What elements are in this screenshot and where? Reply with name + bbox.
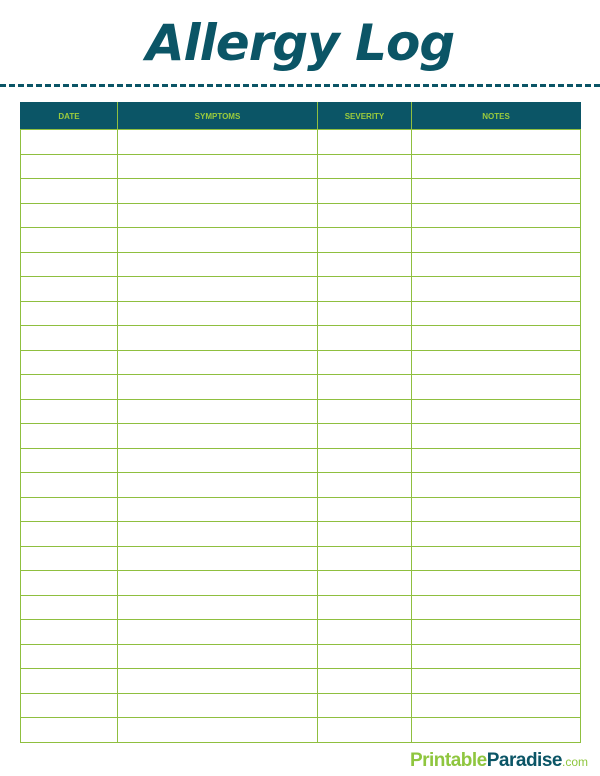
page-title: Allergy Log — [145, 14, 455, 72]
cell-notes[interactable] — [412, 620, 581, 645]
cell-date[interactable] — [21, 693, 118, 718]
cell-symptoms[interactable] — [118, 497, 318, 522]
cell-date[interactable] — [21, 620, 118, 645]
table-row — [21, 130, 581, 155]
table-row — [21, 277, 581, 302]
cell-severity[interactable] — [318, 546, 412, 571]
cell-severity[interactable] — [318, 252, 412, 277]
cell-severity[interactable] — [318, 399, 412, 424]
cell-symptoms[interactable] — [118, 301, 318, 326]
cell-symptoms[interactable] — [118, 350, 318, 375]
cell-notes[interactable] — [412, 301, 581, 326]
brand-suffix: .com — [561, 755, 588, 769]
cell-symptoms[interactable] — [118, 693, 318, 718]
table-row — [21, 497, 581, 522]
cell-symptoms[interactable] — [118, 179, 318, 204]
column-header-date: DATE — [21, 103, 118, 130]
cell-date[interactable] — [21, 350, 118, 375]
cell-severity[interactable] — [318, 620, 412, 645]
cell-symptoms[interactable] — [118, 718, 318, 743]
cell-date[interactable] — [21, 424, 118, 449]
cell-symptoms[interactable] — [118, 522, 318, 547]
cell-notes[interactable] — [412, 228, 581, 253]
table-row — [21, 375, 581, 400]
cell-severity[interactable] — [318, 522, 412, 547]
cell-symptoms[interactable] — [118, 473, 318, 498]
cell-severity[interactable] — [318, 595, 412, 620]
cell-severity[interactable] — [318, 375, 412, 400]
cell-severity[interactable] — [318, 301, 412, 326]
cell-symptoms[interactable] — [118, 669, 318, 694]
cell-date[interactable] — [21, 228, 118, 253]
cell-symptoms[interactable] — [118, 326, 318, 351]
cell-notes[interactable] — [412, 546, 581, 571]
cell-severity[interactable] — [318, 350, 412, 375]
cell-date[interactable] — [21, 252, 118, 277]
cell-notes[interactable] — [412, 350, 581, 375]
cell-severity[interactable] — [318, 277, 412, 302]
cell-severity[interactable] — [318, 154, 412, 179]
column-header-symptoms: SYMPTOMS — [118, 103, 318, 130]
cell-symptoms[interactable] — [118, 595, 318, 620]
brand-part-paradise: Paradise — [486, 750, 562, 771]
cell-date[interactable] — [21, 154, 118, 179]
footer-brand — [410, 750, 588, 772]
table-row — [21, 399, 581, 424]
cell-notes[interactable] — [412, 179, 581, 204]
column-header-severity: SEVERITY — [318, 103, 412, 130]
cell-notes[interactable] — [412, 154, 581, 179]
cell-date[interactable] — [21, 326, 118, 351]
cell-notes[interactable] — [412, 252, 581, 277]
table-body — [21, 130, 581, 743]
table-row — [21, 350, 581, 375]
cell-symptoms[interactable] — [118, 375, 318, 400]
cell-notes[interactable] — [412, 497, 581, 522]
cell-notes[interactable] — [412, 375, 581, 400]
cell-severity[interactable] — [318, 473, 412, 498]
cell-symptoms[interactable] — [118, 252, 318, 277]
table-row — [21, 595, 581, 620]
table-row — [21, 203, 581, 228]
cell-date[interactable] — [21, 473, 118, 498]
cell-date[interactable] — [21, 399, 118, 424]
cell-date[interactable] — [21, 522, 118, 547]
cell-notes[interactable] — [412, 693, 581, 718]
cell-symptoms[interactable] — [118, 399, 318, 424]
cell-notes[interactable] — [412, 277, 581, 302]
cell-severity[interactable] — [318, 424, 412, 449]
cell-severity[interactable] — [318, 228, 412, 253]
cell-notes[interactable] — [412, 473, 581, 498]
table-row — [21, 326, 581, 351]
cell-notes[interactable] — [412, 130, 581, 155]
dashed-divider — [0, 84, 600, 87]
cell-date[interactable] — [21, 669, 118, 694]
cell-notes[interactable] — [412, 595, 581, 620]
cell-date[interactable] — [21, 375, 118, 400]
cell-notes[interactable] — [412, 399, 581, 424]
cell-severity[interactable] — [318, 693, 412, 718]
cell-symptoms[interactable] — [118, 228, 318, 253]
table-row — [21, 252, 581, 277]
table-row — [21, 301, 581, 326]
table-row — [21, 473, 581, 498]
table-row — [21, 448, 581, 473]
cell-symptoms[interactable] — [118, 203, 318, 228]
cell-severity[interactable] — [318, 448, 412, 473]
cell-severity[interactable] — [318, 326, 412, 351]
cell-severity[interactable] — [318, 130, 412, 155]
cell-severity[interactable] — [318, 203, 412, 228]
table-row — [21, 669, 581, 694]
table-header-row — [21, 103, 581, 130]
brand-part-printable: Printable — [409, 750, 487, 771]
cell-symptoms[interactable] — [118, 620, 318, 645]
allergy-log-table — [20, 102, 581, 743]
cell-date[interactable] — [21, 277, 118, 302]
cell-notes[interactable] — [412, 448, 581, 473]
cell-symptoms[interactable] — [118, 448, 318, 473]
cell-notes[interactable] — [412, 522, 581, 547]
cell-date[interactable] — [21, 448, 118, 473]
cell-date[interactable] — [21, 130, 118, 155]
column-header-notes: NOTES — [412, 103, 581, 130]
cell-notes[interactable] — [412, 424, 581, 449]
table-row — [21, 424, 581, 449]
cell-notes[interactable] — [412, 644, 581, 669]
cell-severity[interactable] — [318, 571, 412, 596]
cell-date[interactable] — [21, 179, 118, 204]
cell-notes[interactable] — [412, 203, 581, 228]
cell-date[interactable] — [21, 571, 118, 596]
cell-notes[interactable] — [412, 326, 581, 351]
cell-date[interactable] — [21, 718, 118, 743]
table-row — [21, 693, 581, 718]
table-row — [21, 228, 581, 253]
table-row — [21, 718, 581, 743]
table-row — [21, 644, 581, 669]
cell-symptoms[interactable] — [118, 277, 318, 302]
cell-severity[interactable] — [318, 644, 412, 669]
table-row — [21, 154, 581, 179]
table-row — [21, 546, 581, 571]
cell-date[interactable] — [21, 301, 118, 326]
cell-date[interactable] — [21, 497, 118, 522]
cell-severity[interactable] — [318, 718, 412, 743]
cell-severity[interactable] — [318, 179, 412, 204]
cell-symptoms[interactable] — [118, 154, 318, 179]
table-row — [21, 620, 581, 645]
table-row — [21, 571, 581, 596]
cell-symptoms[interactable] — [118, 130, 318, 155]
table-row — [21, 179, 581, 204]
cell-symptoms[interactable] — [118, 571, 318, 596]
cell-severity[interactable] — [318, 497, 412, 522]
cell-notes[interactable] — [412, 718, 581, 743]
cell-date[interactable] — [21, 644, 118, 669]
cell-notes[interactable] — [412, 571, 581, 596]
cell-symptoms[interactable] — [118, 546, 318, 571]
cell-notes[interactable] — [412, 669, 581, 694]
table-row — [21, 522, 581, 547]
cell-severity[interactable] — [318, 669, 412, 694]
cell-symptoms[interactable] — [118, 424, 318, 449]
cell-symptoms[interactable] — [118, 644, 318, 669]
cell-date[interactable] — [21, 595, 118, 620]
cell-date[interactable] — [21, 546, 118, 571]
cell-date[interactable] — [21, 203, 118, 228]
